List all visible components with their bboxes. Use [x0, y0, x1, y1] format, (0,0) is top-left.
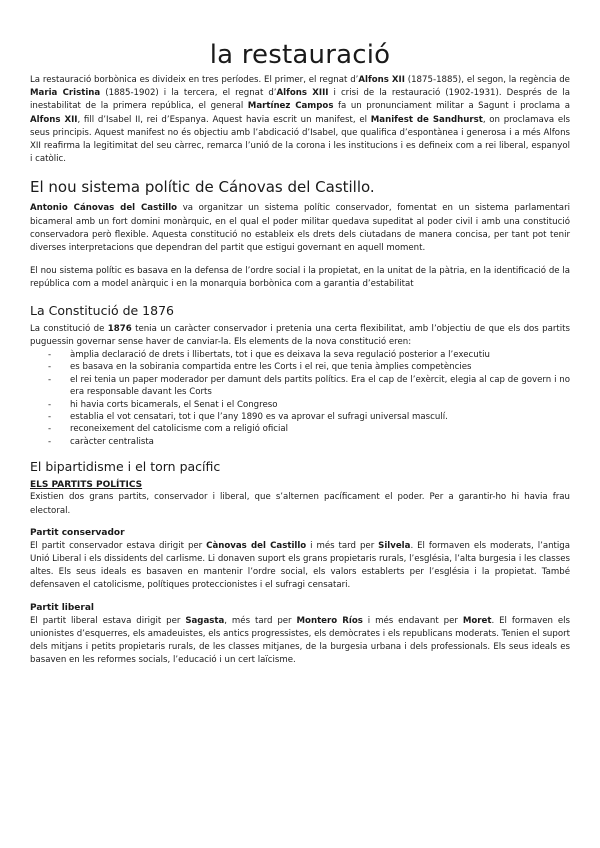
bold-term: Manifest de Sandhurst	[370, 114, 483, 125]
list-item: - el rei tenia un paper moderador per damunt dels partits polítics. Era el cap de l’exèrcit, elegia al cap de govern i no era responsable davant les Corts	[48, 374, 570, 398]
text-run: i crisi de la restauració (1902-1931). Després de la inestabilitat de la primera república, el general	[30, 88, 570, 112]
bold-term: Alfons XII	[358, 75, 405, 85]
bold-term: Antonio Cánovas del Castillo	[30, 203, 178, 214]
text-run: tenia un caràcter conservador i pretenia una certa flexibilitat, amb l’objectiu de que els dos partits puguessin governar sense haver de canviar-la. Els elements de la nova constitució eren:	[30, 323, 571, 347]
bold-term: Silvela	[378, 540, 411, 551]
text-run: La constitució de	[30, 323, 108, 334]
partit-conservador-heading: Partit conservador	[30, 527, 125, 538]
partits-politics-paragraph	[30, 491, 570, 517]
text-run: Existien dos grans partits, conservador i liberal, que s’alternen pacíficament el poder. Per a garantir-ho hi havia frau electoral.	[30, 492, 570, 516]
text-run: fa un pronunciament militar a Sagunt i proclama a	[333, 101, 570, 112]
sistema-politic-paragraph-1	[30, 202, 570, 255]
section-heading-sistema-politic: El nou sistema polític de Cánovas del Castillo.	[30, 178, 375, 197]
list-item: - hi havia corts bicamerals, el Senat i el Congreso	[48, 399, 278, 410]
document-page	[30, 40, 570, 667]
text-run: . El formaven els unionistes d’esquerres, els amadeuistes, els antics progressistes, els demòcrates i els republicans moderats. Tenien el suport dels mitjans i petits propietaris rurals, de les classes mitjanes, de la burgesia urbana i dels professionals. Els seus ideals es basaven en les reformes socials, l’educació i un cert laïcisme.	[30, 615, 570, 666]
bold-term: Martínez Campos	[247, 101, 334, 112]
bold-term: 1876	[107, 323, 132, 334]
text-run: (1885-1902) i la tercera, el regnat d’	[100, 88, 277, 99]
text-run: i més endavant per	[362, 615, 463, 626]
list-item: - caràcter centralista	[48, 436, 154, 447]
text-run: La restauració borbònica es divideix en tres períodes. El primer, el regnat d’	[30, 75, 359, 85]
list-item: - reconeixement del catolicisme com a religió oficial	[48, 424, 289, 435]
partit-conservador-paragraph	[30, 540, 570, 593]
intro-paragraph	[30, 74, 570, 166]
bold-term: Montero Ríos	[296, 615, 363, 626]
text-run: , fill d’Isabel II, rei d’Espanya. Aquest havia escrit un manifest, el	[77, 114, 371, 125]
text-run: i més tard per	[306, 540, 379, 551]
section-heading-bipartidisme: El bipartidisme i el torn pacífic	[30, 459, 221, 475]
partits-politics-subheading: ELS PARTITS POLÍTICS	[30, 480, 143, 491]
list-item: - es basava en la sobirania compartida entre les Corts i el rei, que tenia àmplies competències	[48, 362, 472, 373]
list-item: - àmplia declaració de drets i llibertats, tot i que es deixava la seva regulació posterior a l’executiu	[48, 350, 490, 361]
text-run: El partit liberal estava dirigit per	[30, 615, 186, 626]
partit-liberal-heading: Partit liberal	[30, 602, 95, 613]
text-run: , on proclamava els seus principis. Aquest manifest no és objectiu amb l’abdicació d’Isabel, que qualifica d’espontànea i generosa i a més Alfons XII reafirma la legitimitat del seu càrrec, remarca l’unió de la corona i les institucions i es defineix com a rei liberal, espanyol i catòlic.	[30, 114, 570, 165]
constitucio-elements-list	[30, 349, 570, 448]
text-run: El partit conservador estava dirigit per	[30, 540, 207, 551]
text-run: va organitzar un sistema polític conservador, fomentat en un sistema parlamentari bicameral amb un fort domini monàrquic, en el qual el poder militar quedava supeditat al poder civil i amb una constitució conservadora però flexible. Aquesta constitució no estableix els drets dels ciutadans de manera concisa, per tant pot tenir diverses interpretacions que dependran del partit que estigui governant en aquell moment.	[30, 203, 570, 254]
sistema-politic-paragraph-2	[30, 265, 570, 291]
page-title: la restauració	[209, 40, 391, 70]
text-run: , més tard per	[224, 615, 297, 626]
bold-term: Sagasta	[185, 615, 225, 626]
bold-term: Moret	[462, 615, 492, 626]
bold-term: Alfons XII	[30, 114, 78, 125]
partit-liberal-paragraph	[30, 615, 570, 668]
text-run: El nou sistema polític es basava en la defensa de l’ordre social i la propietat, en la unitat de la pàtria, en la identificació de la república com a model anàrquic i en la monarquia borbònica com a garantia d’estabilitat	[30, 266, 570, 290]
bold-term: Alfons XIII	[276, 88, 329, 99]
bold-term: Maria Cristina	[30, 88, 101, 99]
constitucio-paragraph	[30, 323, 570, 349]
text-run: . El formaven els moderats, l’antiga Unió Liberal i els dissidents del carlisme. Li donaven suport els grans propietaris rurals, l’església, l’alta burgesia i les classes altes. Els seus ideals es basaven en mantenir l’ordre social, els valors establerts per l’església i la propietat. També defensaven el catolicisme, polítiques proteccionistes i el sufragi censatari.	[30, 540, 571, 591]
text-run: (1875-1885), el segon, la regència de	[404, 75, 570, 85]
list-item: - establia el vot censatari, tot i que l’any 1890 es va aprovar el sufragi universal masculí.	[48, 412, 448, 423]
section-heading-constitucio: La Constitució de 1876	[30, 302, 174, 318]
bold-term: Cànovas del Castillo	[206, 540, 307, 551]
